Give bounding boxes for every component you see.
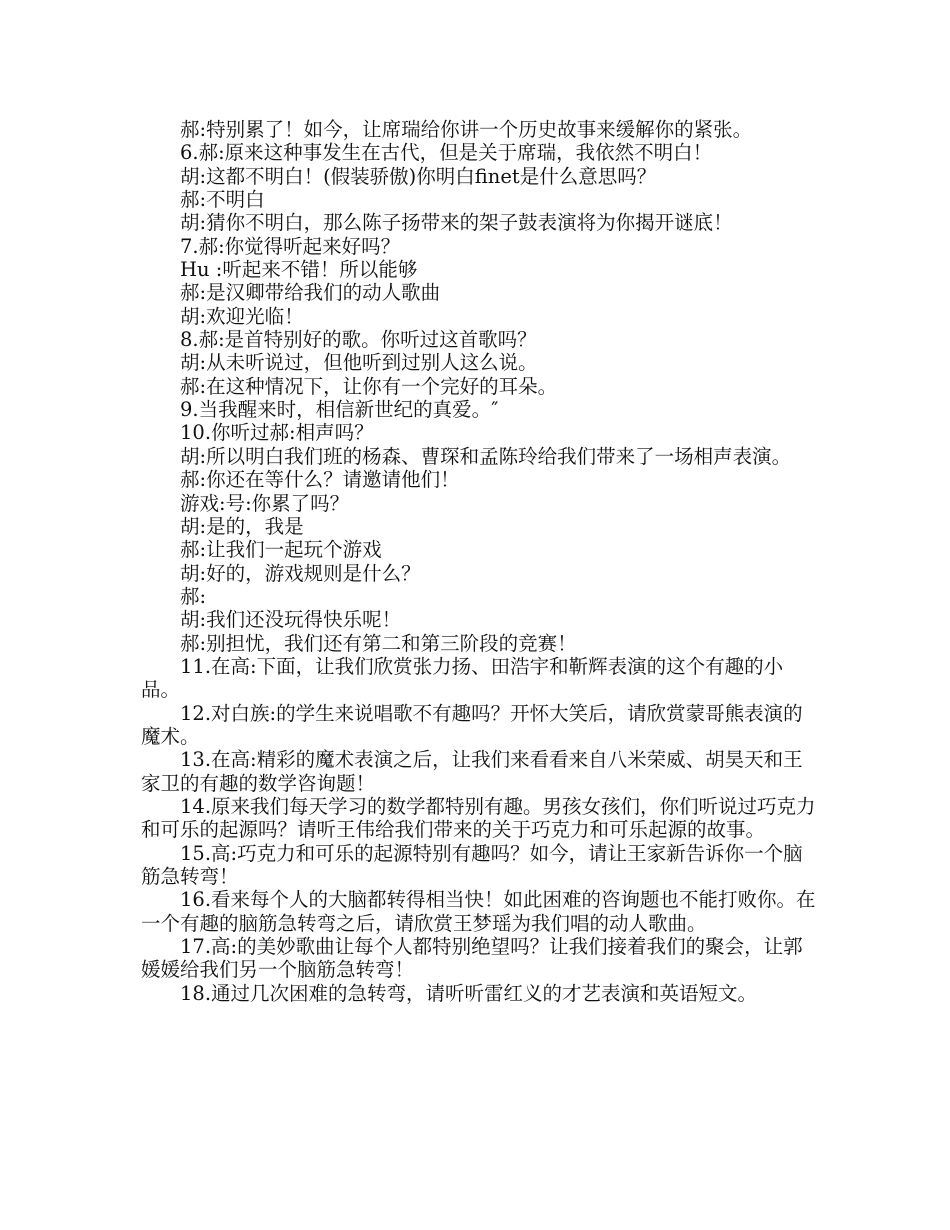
paragraph: 胡:是的，我是	[180, 514, 304, 538]
paragraph: 12.对白族:的学生来说唱歌不有趣吗？开怀大笑后，请欣赏蒙哥熊表演的魔术。	[141, 701, 803, 748]
paragraph: 11.在高:下面，让我们欣赏张力扬、田浩宇和靳辉表演的这个有趣的小品。	[141, 654, 784, 702]
paragraph: 16.看来每个人的大脑都转得相当快！如此困难的咨询题也不能打败你。在一个有趣的脑筋急转弯之后，请欣赏王梦瑶为我们唱的动人歌曲。	[141, 888, 816, 935]
paragraph: 15.高:巧克力和可乐的起源特别有趣吗？如今，请让王家新告诉你一个脑筋急转弯！	[141, 841, 803, 888]
paragraph: 9.当我醒来时，相信新世纪的真爱。″	[180, 398, 499, 422]
paragraph: 6.郝:原来这种事发生在古代，但是关于席瑞，我依然不明白！	[180, 141, 713, 165]
paragraph: 胡:猜你不明白，那么陈子扬带来的架子鼓表演将为你揭开谜底！	[180, 211, 733, 235]
paragraph: 13.在高:精彩的魔术表演之后，让我们来看看来自八米荣威、胡昊天和王家卫的有趣的数学咨询题！	[141, 748, 803, 795]
paragraph: 游戏:号:你累了吗？	[180, 491, 350, 515]
paragraph: 14.原来我们每天学习的数学都特别有趣。男孩女孩们，你们听说过巧克力和可乐的起源吗？请听王伟给我们带来的关于巧克力和可乐起源的故事。	[141, 794, 816, 842]
paragraph: 郝:你还在等什么？请邀请他们！	[180, 468, 460, 492]
paragraph: 郝:特别累了！如今，让席瑞给你讲一个历史故事来缓解你的紧张。	[180, 118, 753, 141]
paragraph: 郝:在这种情况下，让你有一个完好的耳朵。	[180, 374, 558, 398]
paragraph: 胡:我们还没玩得快乐呢！	[180, 608, 402, 632]
paragraph: 胡:好的，游戏规则是什么？	[180, 561, 421, 585]
paragraph: 郝:不明白	[180, 188, 265, 212]
document-body	[141, 118, 821, 1005]
paragraph: 胡:从未听说过，但他听到过别人这么说。	[180, 351, 538, 375]
paragraph: 郝:是汉卿带给我们的动人歌曲	[180, 281, 441, 305]
paragraph: 胡:所以明白我们班的杨森、曹琛和孟陈玲给我们带来了一场相声表演。	[180, 444, 792, 468]
paragraph: 郝:让我们一起玩个游戏	[180, 538, 382, 562]
paragraph: Hu :听起来不错！所以能够	[180, 258, 418, 282]
paragraph: 17.高:的美妙歌曲让每个人都特别绝望吗？让我们接着我们的聚会，让郭媛媛给我们另一个脑筋急转弯！	[141, 935, 803, 982]
paragraph: 8.郝:是首特别好的歌。你听过这首歌吗？	[180, 328, 537, 352]
paragraph: 胡:这都不明白！(假装骄傲)你明白finet是什么意思吗？	[180, 164, 657, 188]
paragraph: 郝:别担忧，我们还有第二和第三阶段的竞赛！	[180, 631, 577, 655]
paragraph: 18.通过几次困难的急转弯，请听听雷红义的才艺表演和英语短文。	[180, 981, 758, 1005]
paragraph: 胡:欢迎光临！	[180, 304, 304, 328]
paragraph: 7.郝:你觉得听起来好吗？	[180, 234, 401, 258]
paragraph: 10.你听过郝:相声吗？	[180, 421, 374, 445]
paragraph: 郝:	[180, 584, 207, 608]
